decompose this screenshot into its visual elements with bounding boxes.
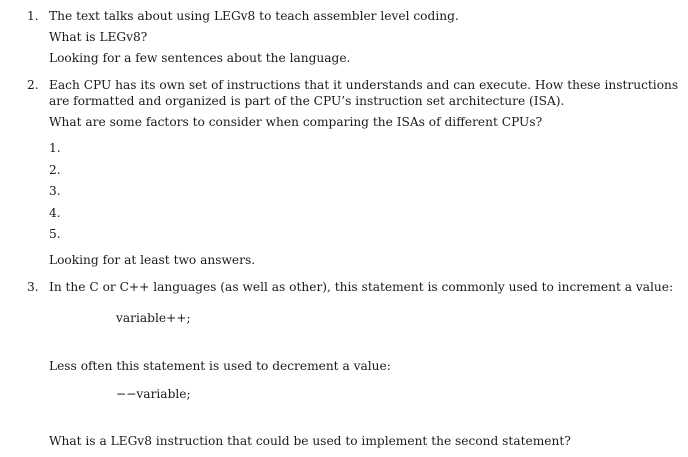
question-number: 3. <box>27 280 39 294</box>
question-text: Each CPU has its own set of instructions that it understands and can execute. How these instructions <box>49 78 679 92</box>
code-snippet-increment: variable++; <box>116 311 191 325</box>
question-text: The text talks about using LEGv8 to teach assembler level coding. <box>49 9 459 23</box>
question-prompt: What are some factors to consider when comparing the ISAs of different CPUs? <box>49 115 543 129</box>
question-text-continued: are formatted and organized is part of the CPU’s instruction set architecture (ISA). <box>49 94 565 108</box>
question-text-decrement: Less often this statement is used to decrement a value: <box>49 359 391 373</box>
question-number: 1. <box>27 9 39 23</box>
question-number: 2. <box>27 78 39 92</box>
question-hint: Looking for a few sentences about the language. <box>49 51 351 65</box>
question-text: In the C or C++ languages (as well as other), this statement is commonly used to increment a value: <box>49 280 674 294</box>
question-prompt: What is a LEGv8 instruction that could be used to implement the second statement? <box>49 434 571 448</box>
question-hint: Looking for at least two answers. <box>49 253 256 267</box>
answer-slot-number: 3. <box>49 184 61 198</box>
answer-slot-number: 2. <box>49 163 61 177</box>
question-prompt: What is LEGv8? <box>49 30 148 44</box>
answer-slot-number: 5. <box>49 227 61 241</box>
answer-slot-number: 1. <box>49 141 61 155</box>
answer-slot-number: 4. <box>49 206 61 220</box>
code-snippet-decrement: −−variable; <box>116 387 191 401</box>
